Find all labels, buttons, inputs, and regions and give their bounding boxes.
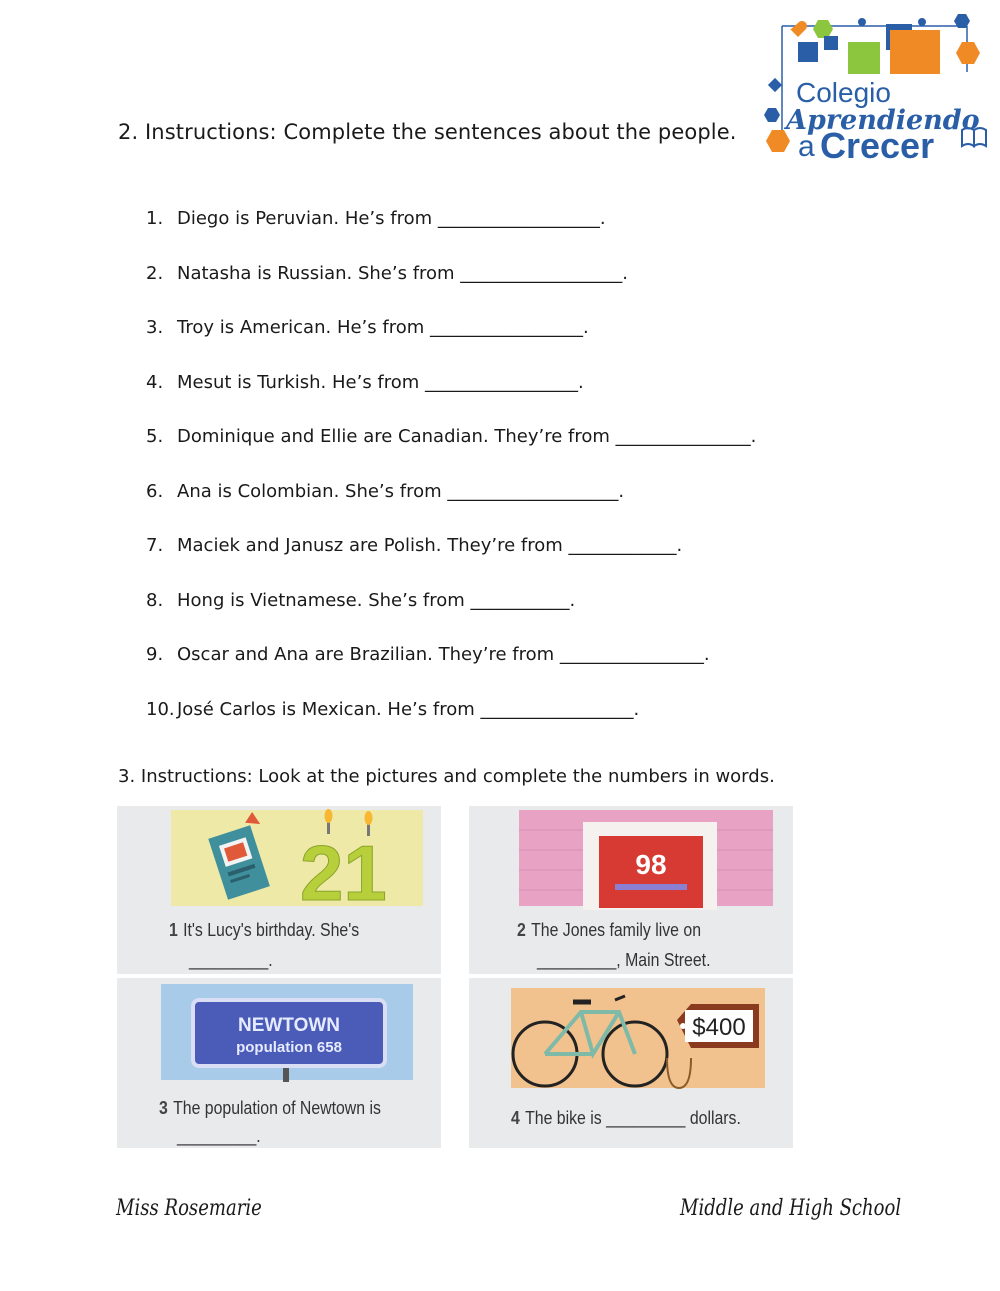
list-item <box>146 372 846 427</box>
school-logo <box>762 12 990 162</box>
item-number: 2. <box>146 262 164 284</box>
item-text: José Carlos is Mexican. He’s from _________________. <box>177 698 640 720</box>
picture-caption-line2: _________. <box>177 1126 261 1146</box>
picture-number: 3 <box>159 1098 168 1118</box>
logo-text-colegio: Colegio <box>796 77 891 108</box>
list-item <box>146 263 846 318</box>
picture-number: 1 <box>169 920 178 940</box>
section3-instructions: 3. Instructions: Look at the pictures and complete the numbers in words. <box>118 766 775 787</box>
item-number: 8. <box>146 589 164 611</box>
picture-number: 4 <box>511 1108 520 1128</box>
picture-birthday <box>117 806 441 974</box>
school-level: Middle and High School <box>680 1196 902 1221</box>
picture-town-sign <box>117 978 441 1148</box>
item-number: 5. <box>146 426 164 447</box>
logo-text-a: a <box>798 130 815 162</box>
item-text: Maciek and Janusz are Polish. They’re from ____________. <box>177 535 683 556</box>
item-number: 6. <box>146 480 164 502</box>
item-text: Ana is Colombian. She’s from ___________________. <box>177 480 625 502</box>
house-illustration <box>469 806 793 974</box>
sentence-list <box>146 208 846 753</box>
item-text: Natasha is Russian. She’s from __________________. <box>177 262 629 284</box>
bike-price: $400 <box>692 1014 746 1041</box>
item-number: 7. <box>146 535 164 556</box>
picture-caption-line2: _________. <box>189 950 273 970</box>
list-item <box>146 317 846 372</box>
list-item <box>146 590 846 645</box>
logo-text-aprendiendo: Aprendiendo <box>786 105 980 136</box>
list-item <box>146 481 846 536</box>
answer-blank: _________ <box>606 1108 686 1128</box>
picture-caption: 4 The bike is _________ dollars. <box>511 1108 741 1128</box>
item-text: Troy is American. He’s from _________________. <box>177 317 589 338</box>
item-number: 1. <box>146 208 164 229</box>
picture-caption-line2: _________, Main Street. <box>537 950 711 970</box>
list-item <box>146 426 846 481</box>
item-number: 9. <box>146 644 164 665</box>
birthday-illustration <box>117 806 441 974</box>
picture-bike <box>469 978 793 1148</box>
town-population: population 658 <box>236 1039 342 1056</box>
picture-caption-line1: 1 It's Lucy's birthday. She's <box>169 920 360 940</box>
item-text: Mesut is Turkish. He’s from _________________. <box>177 371 584 393</box>
picture-house-number <box>469 806 793 974</box>
item-text: Dominique and Ellie are Canadian. They’re from _______________. <box>177 426 757 447</box>
logo-graphic <box>762 12 990 162</box>
teacher-name: Miss Rosemarie <box>116 1196 262 1221</box>
birthday-number: 21 <box>300 829 387 917</box>
picture-number: 2 <box>517 920 526 940</box>
picture-caption-line1: 2 The Jones family live on <box>517 920 702 940</box>
list-item <box>146 644 846 699</box>
list-item <box>146 535 846 590</box>
logo-text-crecer: Crecer <box>820 125 935 162</box>
item-number: 10. <box>146 698 175 720</box>
house-number: 98 <box>635 849 667 880</box>
picture-caption-line1: 3 The population of Newtown is <box>159 1098 381 1118</box>
item-number: 3. <box>146 317 164 338</box>
list-item <box>146 208 846 263</box>
list-item <box>146 699 846 754</box>
town-name: NEWTOWN <box>237 1015 341 1036</box>
item-text: Oscar and Ana are Brazilian. They’re from ________________. <box>177 644 710 665</box>
item-text: Hong is Vietnamese. She’s from ___________. <box>177 589 576 611</box>
item-number: 4. <box>146 371 164 393</box>
town-sign-illustration <box>117 978 441 1148</box>
picture-grid <box>117 806 793 1148</box>
item-text: Diego is Peruvian. He’s from __________________. <box>177 208 606 229</box>
section2-instructions: 2. Instructions: Complete the sentences about the people. <box>118 120 737 144</box>
